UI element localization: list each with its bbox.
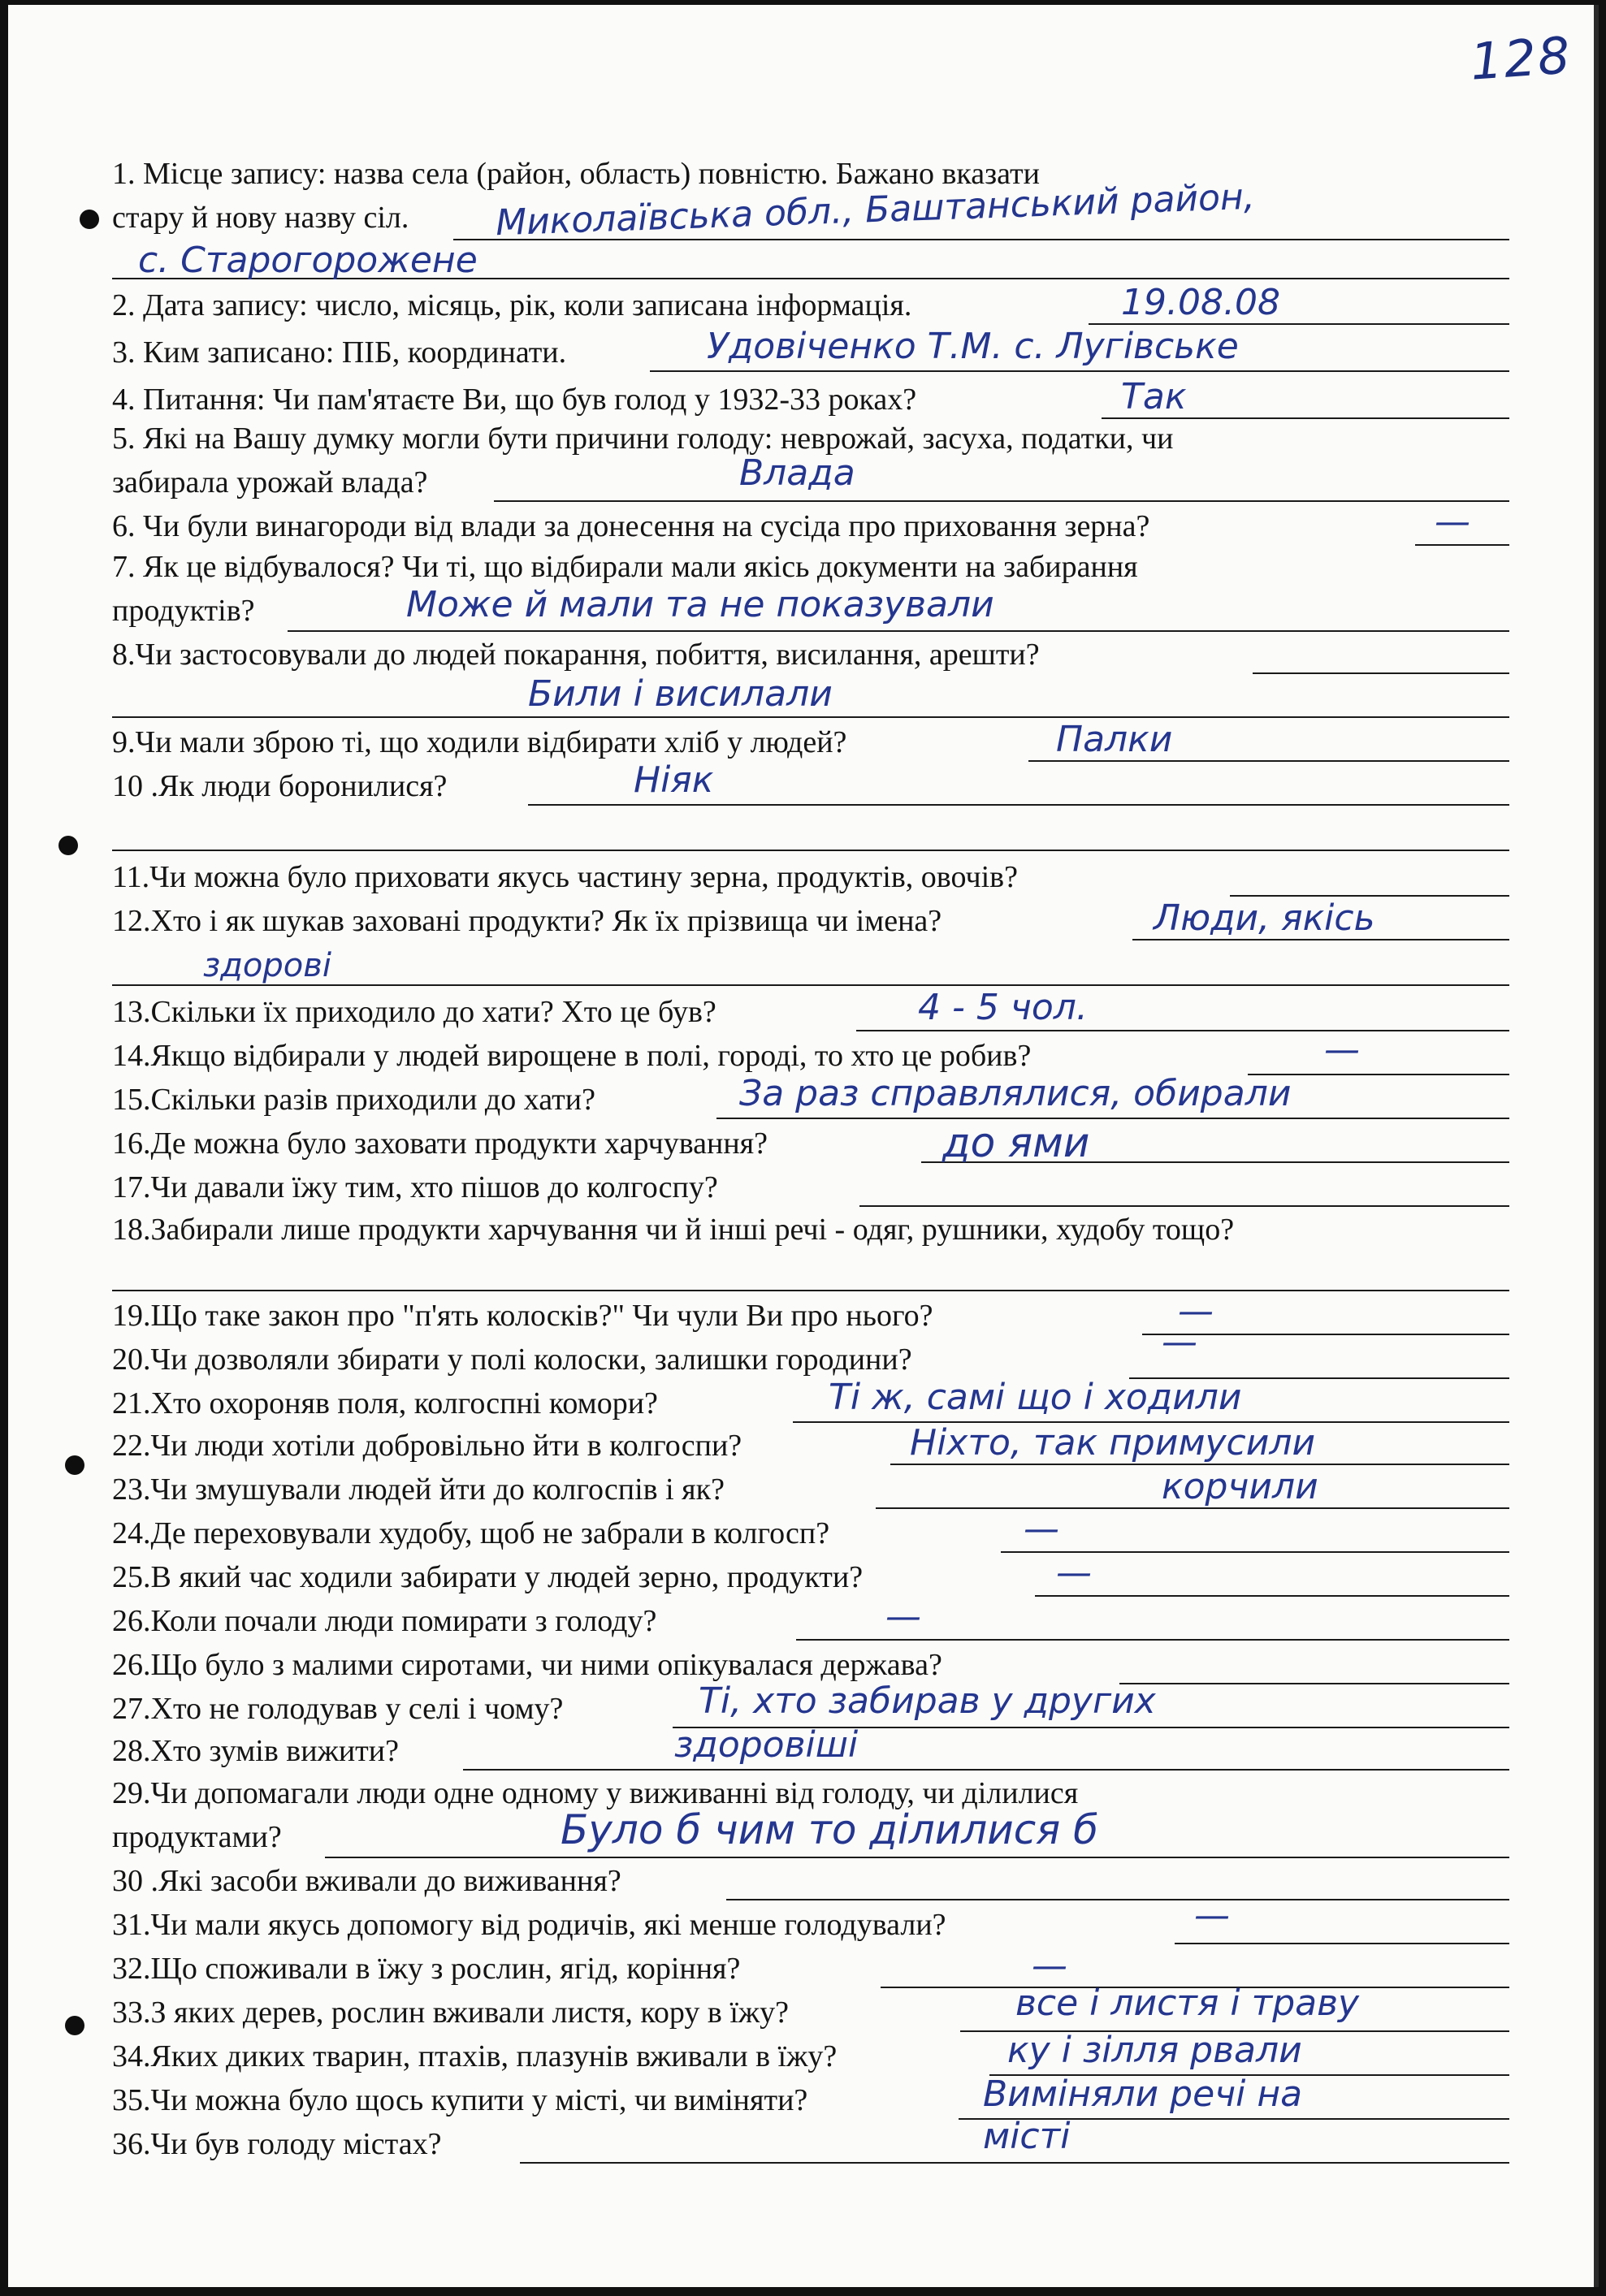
answer-line-13	[856, 1030, 1509, 1031]
question-15: 15.Скільки разів приходили до хати?	[112, 1083, 595, 1117]
answer-line-8b	[112, 716, 1509, 718]
answer-1-line-1: Миколаївська обл., Баштанський район,	[495, 175, 1256, 244]
answer-13: 4 - 5 чол.	[918, 987, 1088, 1028]
question-5-line-1: 5. Які на Вашу думку могли бути причини голоду: неврожай, засуха, податки, чи	[112, 422, 1174, 456]
answer-line-3	[650, 370, 1509, 372]
answer-21: Ті ж, самі що і ходили	[829, 1377, 1242, 1418]
answer-16: до ями	[942, 1119, 1090, 1166]
answer-19: —	[1178, 1291, 1214, 1332]
question-14: 14.Якщо відбирали у людей вирощене в полі, городі, то хто це робив?	[112, 1039, 1032, 1073]
answer-31: —	[1194, 1895, 1230, 1936]
answer-15: За раз справлялися, обирали	[739, 1073, 1292, 1114]
question-29-line-1: 29.Чи допомагали люди одне одному у виживанні від голоду, чи ділилися	[112, 1776, 1079, 1810]
question-26a: 26.Коли почали люди помирати з голоду?	[112, 1604, 657, 1638]
question-19: 19.Що таке закон про "п'ять колосків?" Чи чули Ви про нього?	[112, 1299, 933, 1333]
answer-25: —	[1056, 1552, 1092, 1593]
answer-9: Палки	[1056, 719, 1173, 760]
question-7-line-1: 7. Як це відбувалося? Чи ті, що відбирали мали якісь документи на забирання	[112, 550, 1138, 584]
answer-28: здоровіші	[674, 1724, 859, 1766]
question-34: 34.Яких диких тварин, птахів, плазунів вживали в їжу?	[112, 2039, 838, 2073]
question-3: 3. Ким записано: ПІБ, координати.	[112, 335, 567, 370]
answer-line-28	[463, 1769, 1509, 1771]
answer-line-17	[859, 1205, 1509, 1207]
page-number: 128	[1468, 25, 1574, 92]
question-11: 11.Чи можна було приховати якусь частину зерна, продуктів, овочів?	[112, 860, 1018, 894]
answer-6: —	[1435, 501, 1470, 543]
answer-7: Може й мали та не показували	[406, 584, 994, 625]
answer-8: Били і висилали	[528, 673, 833, 715]
answer-22: Ніхто, так примусили	[910, 1422, 1316, 1464]
answer-36: місті	[983, 2116, 1071, 2157]
answer-line-12a	[1132, 939, 1509, 940]
question-27: 27.Хто не голодував у селі і чому?	[112, 1692, 564, 1726]
question-32: 32.Що споживали в їжу з рослин, ягід, коріння?	[112, 1952, 741, 1986]
answer-14: —	[1324, 1029, 1360, 1070]
answer-line-25	[1035, 1595, 1509, 1597]
question-6: 6. Чи були винагороди від влади за донесення на сусіда про приховання зерна?	[112, 509, 1150, 543]
answer-line-2	[1089, 323, 1509, 325]
answer-line-26a	[796, 1639, 1509, 1641]
question-25: 25.В який час ходили забирати у людей зерно, продукти?	[112, 1560, 864, 1594]
question-10: 10 .Як люди боронилися?	[112, 769, 448, 803]
answer-line-30	[726, 1899, 1509, 1900]
punch-hole-4	[65, 2016, 84, 2035]
question-23: 23.Чи змушували людей йти до колгоспів і як?	[112, 1472, 725, 1507]
answer-34: ку і зілля рвали	[1007, 2030, 1302, 2071]
answer-line-36	[520, 2162, 1509, 2164]
answer-line-8a	[1253, 672, 1509, 674]
question-31: 31.Чи мали якусь допомогу від родичів, які менше голодували?	[112, 1908, 946, 1942]
question-22: 22.Чи люди хотіли добровільно йти в колгоспи?	[112, 1429, 742, 1463]
question-7-line-2: продуктів?	[112, 594, 255, 628]
question-9: 9.Чи мали зброю ті, що ходили відбирати хліб у людей?	[112, 725, 847, 759]
answer-3: Удовіченко Т.М. с. Лугівське	[707, 326, 1239, 367]
answer-line-31	[1175, 1943, 1509, 1944]
question-18: 18.Забирали лише продукти харчування чи й інші речі - одяг, рушники, худобу тощо?	[112, 1213, 1235, 1247]
answer-line-15	[716, 1118, 1509, 1119]
question-16: 16.Де можна було заховати продукти харчування?	[112, 1126, 768, 1161]
answer-20: —	[1162, 1321, 1197, 1363]
punch-hole-3	[65, 1455, 84, 1475]
answer-line-10	[528, 804, 1509, 806]
question-1-line-1: 1. Місце запису: назва села (район, область) повністю. Бажано вказати	[112, 157, 1041, 191]
answer-line-18	[112, 1290, 1509, 1291]
answer-line-11	[1230, 895, 1509, 897]
question-17: 17.Чи давали їжу тим, хто пішов до колгоспу?	[112, 1170, 718, 1204]
answer-12-line-1: Люди, якісь	[1154, 897, 1375, 939]
answer-line-22	[890, 1464, 1509, 1465]
answer-35: Виміняли речі на	[983, 2073, 1303, 2115]
answer-32: —	[1032, 1945, 1067, 1987]
answer-line-10b	[112, 850, 1509, 851]
question-2: 2. Дата запису: число, місяць, рік, коли записана інформація.	[112, 288, 912, 322]
answer-29: Було б чим то ділилися б	[561, 1806, 1098, 1853]
answer-line-6	[1415, 544, 1509, 546]
question-1-line-2: стару й нову назву сіл.	[112, 201, 409, 235]
question-36: 36.Чи був голоду містах?	[112, 2127, 442, 2161]
questionnaire-sheet	[8, 5, 1599, 2287]
answer-27: Ті, хто забирав у других	[699, 1680, 1156, 1722]
answer-line-9	[1028, 760, 1509, 762]
question-35: 35.Чи можна було щось купити у місті, чи виміняти?	[112, 2083, 808, 2117]
answer-23: корчили	[1162, 1466, 1318, 1507]
punch-hole-2	[58, 836, 78, 855]
answer-line-7	[288, 630, 1509, 632]
answer-2: 19.08.08	[1121, 282, 1280, 323]
answer-line-5	[494, 500, 1509, 502]
question-29-line-2: продуктами?	[112, 1820, 282, 1854]
question-26b: 26.Що було з малими сиротами, чи ними опікувалася держава?	[112, 1648, 942, 1682]
answer-24: —	[1024, 1508, 1059, 1550]
question-28: 28.Хто зумів вижити?	[112, 1734, 399, 1768]
answer-33: все і листя і траву	[1015, 1983, 1360, 2024]
question-12: 12.Хто і як шукав заховані продукти? Як їх прізвища чи імена?	[112, 904, 942, 938]
question-8: 8.Чи застосовували до людей покарання, побиття, висилання, арешти?	[112, 638, 1040, 672]
answer-12-line-2: здорові	[203, 947, 331, 984]
question-30: 30 .Які засоби вживали до виживання?	[112, 1864, 621, 1898]
answer-5: Влада	[739, 452, 855, 494]
answer-10: Ніяк	[634, 759, 714, 801]
answer-1-line-2: с. Старогорожене	[138, 240, 478, 281]
answer-4: Так	[1121, 376, 1187, 417]
question-21: 21.Хто охороняв поля, колгоспні комори?	[112, 1386, 658, 1420]
answer-line-29	[325, 1857, 1509, 1858]
question-5-line-2: забирала урожай влада?	[112, 465, 428, 499]
answer-line-4	[1102, 417, 1509, 419]
question-24: 24.Де переховували худобу, щоб не забрали в колгосп?	[112, 1516, 830, 1550]
answer-line-26b	[1119, 1683, 1509, 1684]
question-20: 20.Чи дозволяли збирати у полі колоски, залишки городини?	[112, 1343, 912, 1377]
question-4: 4. Питання: Чи пам'ятаєте Ви, що був голод у 1932-33 роках?	[112, 383, 917, 417]
punch-hole-1	[80, 210, 99, 229]
answer-26a: —	[885, 1596, 921, 1637]
question-33: 33.З яких дерев, рослин вживали листя, кору в їжу?	[112, 1995, 790, 2030]
question-13: 13.Скільки їх приходило до хати? Хто це був?	[112, 995, 716, 1029]
answer-line-23	[876, 1507, 1509, 1509]
